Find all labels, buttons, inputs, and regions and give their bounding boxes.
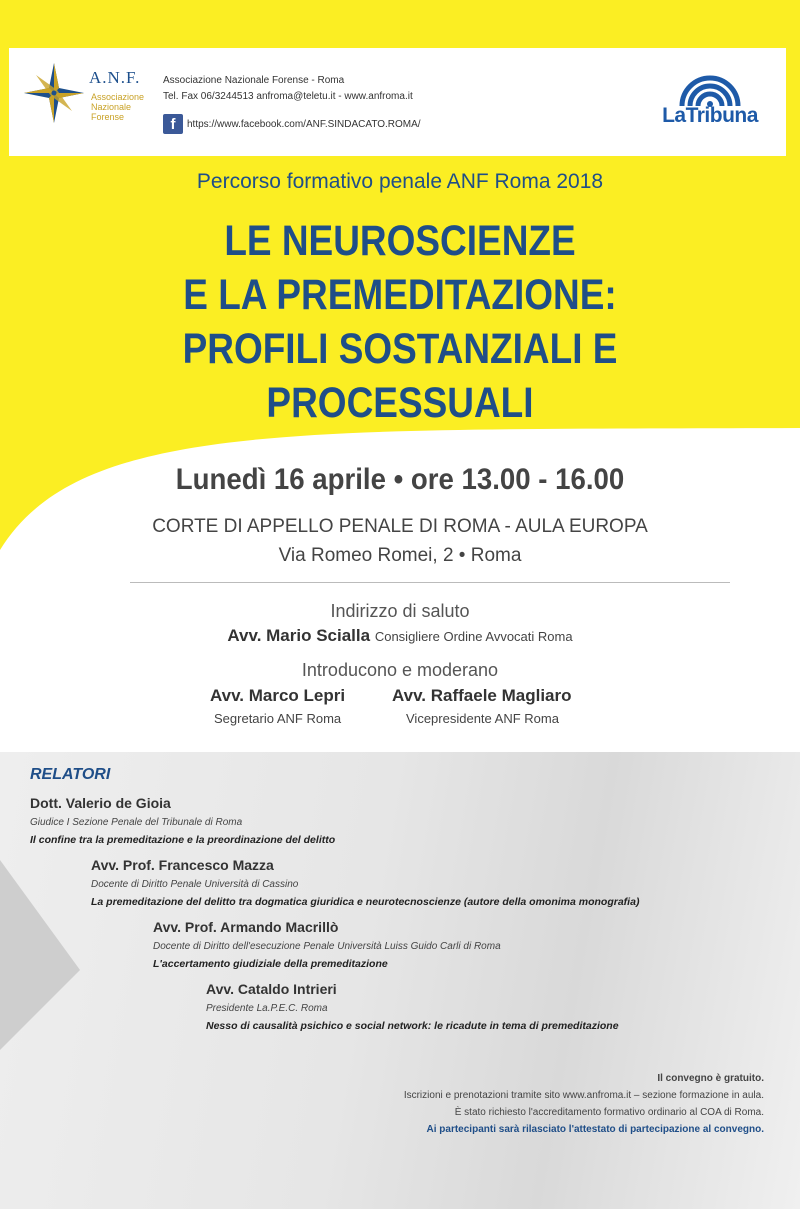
facebook-url[interactable]: https://www.facebook.com/ANF.SINDACATO.ROMA/ — [187, 118, 421, 130]
note-registration: Iscrizioni e prenotazioni tramite sito www.anfroma.it – sezione formazione in aula. — [403, 1090, 764, 1101]
greeting-heading: Indirizzo di saluto — [330, 601, 470, 621]
event-venue — [0, 512, 800, 570]
speaker-name: Dott. Valerio de Gioia — [30, 795, 171, 811]
latribuna-wordmark: LaTribuna — [662, 104, 758, 127]
speaker-name: Avv. Prof. Armando Macrillò — [153, 919, 339, 935]
event-notes — [204, 1070, 764, 1138]
speaker-role: Docente di Diritto Penale Università di Cassino — [91, 879, 299, 890]
association-contact: Tel. Fax 06/3244513 anfroma@teletu.it - www.anfroma.it — [163, 91, 413, 102]
speaker-role: Presidente La.P.E.C. Roma — [206, 1003, 328, 1014]
venue-name: CORTE DI APPELLO PENALE DI ROMA - AULA EUROPA — [152, 516, 648, 537]
compass-star-logo-icon — [23, 62, 85, 124]
speakers-heading: RELATORI — [30, 766, 111, 783]
header-banner — [9, 48, 786, 156]
note-accreditation: È stato richiesto l'accreditamento formativo ordinario al COA di Roma. — [454, 1107, 764, 1118]
note-certificate: Ai partecipanti sarà rilasciato l'attestato di partecipazione al convegno. — [426, 1124, 764, 1135]
title-line: PROFILI SOSTANZIALI E PROCESSUALI — [182, 325, 618, 427]
speaker-topic: La premeditazione del delitto tra dogmatica giuridica e neurotecnoscienze (autore della omonima monografia) — [91, 896, 640, 908]
course-subtitle: Percorso formativo penale ANF Roma 2018 — [196, 170, 604, 193]
venue-address: Via Romeo Romei, 2 • Roma — [278, 545, 522, 566]
latribuna-logo — [650, 70, 770, 130]
speaker-name: Avv. Prof. Francesco Mazza — [91, 857, 274, 873]
divider — [130, 582, 730, 583]
speaker-role: Giudice I Sezione Penale del Tribunale di Roma — [30, 817, 243, 828]
speaker-topic: L'accertamento giudiziale della premeditazione — [153, 958, 388, 970]
anf-sub-line: Nazionale — [91, 102, 132, 112]
moderator-role: Segretario ANF Roma — [214, 711, 342, 726]
anf-sub-line: Forense — [91, 112, 125, 122]
anf-acronym: A.N.F. — [89, 68, 141, 87]
facebook-link[interactable] — [163, 114, 421, 134]
speaker-topic: Nesso di causalità psichico e social network: le ricadute in tema di premeditazione — [206, 1020, 619, 1032]
title-line: LE NEUROSCIENZE — [224, 217, 576, 265]
moderator-name: Avv. Marco Lepri — [210, 686, 346, 705]
moderator-name: Avv. Raffaele Magliaro — [392, 686, 572, 705]
facebook-icon: f — [163, 114, 183, 134]
greeting-speaker-role: Consigliere Ordine Avvocati Roma — [374, 629, 573, 644]
grey-shadow-shape — [0, 820, 80, 1050]
moderators-heading: Introducono e moderano — [301, 660, 499, 680]
association-info — [163, 73, 413, 105]
title-line: E LA PREMEDITAZIONE: — [183, 271, 617, 319]
anf-subtitle — [91, 92, 151, 122]
greeting-speaker — [0, 626, 800, 646]
greeting-speaker-name: Avv. Mario Scialla — [227, 626, 371, 645]
speaker-role: Docente di Diritto dell'esecuzione Penale Università Luiss Guido Carli di Roma — [153, 941, 501, 952]
association-name: Associazione Nazionale Forense - Roma — [163, 75, 345, 86]
event-date-time: Lunedì 16 aprile • ore 13.00 - 16.00 — [175, 463, 625, 496]
speaker-name: Avv. Cataldo Intrieri — [206, 981, 337, 997]
note-free: Il convegno è gratuito. — [657, 1073, 764, 1084]
event-title — [56, 214, 744, 430]
speaker-topic: Il confine tra la premeditazione e la preordinazione del delitto — [30, 834, 336, 846]
moderator-role: Vicepresidente ANF Roma — [406, 711, 559, 726]
anf-sub-line: Associazione — [91, 92, 145, 102]
